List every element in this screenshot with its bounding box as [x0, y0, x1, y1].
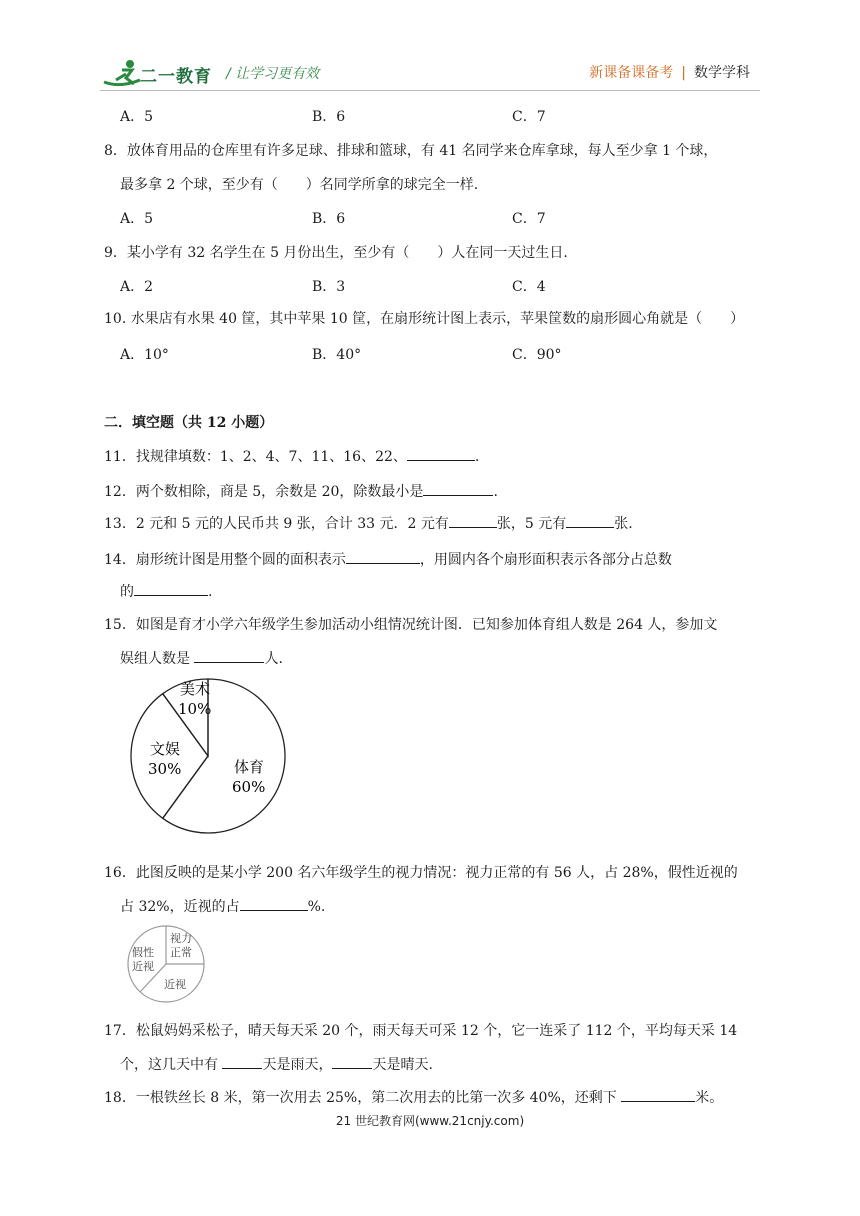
q14-answer-blank-2[interactable] — [134, 581, 208, 596]
header-divider — [100, 90, 760, 91]
q10-option-c: C．90° — [512, 347, 562, 363]
header-separator: | — [681, 65, 686, 81]
q14-text1: 14．扇形统计图是用整个圆的面积表示 — [104, 552, 346, 568]
page-footer: 21 世纪教育网(www.21cnjy.com) — [335, 1114, 525, 1128]
vision-label-normal-2: 正常 — [170, 946, 192, 959]
q13-end: 张. — [614, 516, 633, 532]
q14-line2-start: 的 — [120, 584, 134, 600]
q14-text2: ，用圆内各个扇形面积表示各部分占总数 — [419, 552, 672, 568]
q15-end: 人. — [264, 651, 283, 667]
header-subject-label: 数学学科 — [694, 65, 750, 81]
q16-line2-start: 占 32%，近视的占 — [120, 899, 240, 915]
section-title: 二．填空题（共 12 小题） — [104, 415, 274, 431]
q18 — [104, 1087, 723, 1107]
q16-answer-blank[interactable] — [240, 896, 308, 911]
q14-line1 — [104, 549, 672, 569]
q7-option-b: B．6 — [312, 109, 346, 125]
q8-option-a: A．5 — [120, 211, 154, 227]
q17-line2 — [120, 1054, 433, 1074]
vision-label-pseudo-1: 假性 — [132, 946, 154, 959]
q17-answer-blank-2[interactable] — [332, 1054, 372, 1069]
q9-option-c: C．4 — [512, 279, 546, 295]
q15-answer-blank[interactable] — [194, 648, 264, 663]
q13-text1: 13．2 元和 5 元的人民币共 9 张，合计 33 元．2 元有 — [104, 516, 449, 532]
q11-end: . — [474, 449, 480, 465]
q16-vision-pie-chart — [124, 924, 208, 1004]
q15-line1: 15．如图是育才小学六年级学生参加活动小组情况统计图．已知参加体育组人数是 264 人，参加文 — [104, 617, 718, 633]
pie-percent-sports: 60% — [232, 778, 266, 796]
q10-option-b: B．40° — [312, 347, 362, 363]
q12 — [104, 481, 498, 501]
q17-line1: 17．松鼠妈妈采松子，晴天每天采 20 个，雨天每天可采 12 个，它一连采了 112 个，平均每天采 14 — [104, 1023, 738, 1039]
vision-label-myopia: 近视 — [164, 978, 186, 991]
q13-text2: 张，5 元有 — [496, 516, 567, 532]
q18-text: 18．一根铁丝长 8 米，第一次用去 25%，第二次用去的比第一次多 40%，还剩下 — [104, 1090, 622, 1106]
logo-text: 二一教育 — [140, 67, 212, 87]
q12-text: 12．两个数相除，商是 5，余数是 20，除数最小是 — [104, 484, 424, 500]
q13-answer-blank-1[interactable] — [449, 513, 497, 528]
q14-answer-blank-1[interactable] — [346, 549, 420, 564]
slogan: / 让学习更有效 — [226, 66, 320, 82]
pie-label-sports: 体育 — [234, 758, 265, 776]
header-course-label: 新课备课备考 — [589, 65, 674, 81]
q15-line2 — [120, 648, 283, 668]
header-right — [589, 62, 750, 82]
q17-line2-mid: 天是雨天， — [262, 1057, 333, 1073]
q8-line2: 最多拿 2 个球，至少有（ ）名同学所拿的球完全一样. — [120, 177, 479, 193]
pie-label-entertainment: 文娱 — [150, 740, 181, 758]
q16-end: %. — [307, 899, 326, 915]
q12-end: . — [493, 484, 498, 500]
q17-line2-start: 个，这几天中有 — [120, 1057, 223, 1073]
q11 — [104, 446, 479, 466]
q17-end: 天是晴天. — [372, 1057, 433, 1073]
q7-option-a: A．5 — [120, 109, 154, 125]
pie-label-art: 美术 — [180, 680, 211, 698]
q16-line1: 16．此图反映的是某小学 200 名六年级学生的视力情况：视力正常的有 56 人，占 28%，假性近视的 — [104, 865, 738, 881]
q17-answer-blank-1[interactable] — [222, 1054, 262, 1069]
page-header — [0, 0, 860, 100]
q18-end: 米。 — [695, 1090, 724, 1106]
q9-line1: 9．某小学有 32 名学生在 5 月份出生，至少有（ ）人在同一天过生日. — [104, 245, 568, 261]
q11-answer-blank[interactable] — [407, 446, 475, 461]
q13-answer-blank-2[interactable] — [566, 513, 614, 528]
q8-option-c: C．7 — [512, 211, 546, 227]
q15-line2-start: 娱组人数是 — [120, 651, 195, 667]
q9-option-a: A．2 — [120, 279, 154, 295]
q8-option-b: B．6 — [312, 211, 346, 227]
q12-answer-blank[interactable] — [423, 481, 493, 496]
q10-line1: 10. 水果店有水果 40 筐，其中苹果 10 筐，在扇形统计图上表示，苹果筐数的扇形圆心角就是（ ） — [104, 311, 745, 327]
q14-end: . — [208, 584, 213, 600]
q8-line1: 8．放体育用品的仓库里有许多足球、排球和篮球，有 41 名同学来仓库拿球，每人至少拿 1 个球， — [104, 143, 718, 159]
pie-percent-entertainment: 30% — [148, 760, 182, 778]
q18-answer-blank[interactable] — [621, 1087, 695, 1102]
q9-option-b: B．3 — [312, 279, 346, 295]
q15-pie-chart — [118, 676, 308, 836]
q10-option-a: A．10° — [120, 347, 169, 363]
q13 — [104, 513, 633, 533]
vision-label-pseudo-2: 近视 — [132, 960, 154, 973]
q11-text: 11．找规律填数：1、2、4、7、11、16、22、 — [104, 449, 407, 465]
q14-line2 — [120, 581, 212, 601]
q7-option-c: C．7 — [512, 109, 546, 125]
pie-percent-art: 10% — [178, 700, 212, 718]
q16-line2 — [120, 896, 325, 916]
vision-label-normal-1: 视力 — [170, 932, 192, 945]
